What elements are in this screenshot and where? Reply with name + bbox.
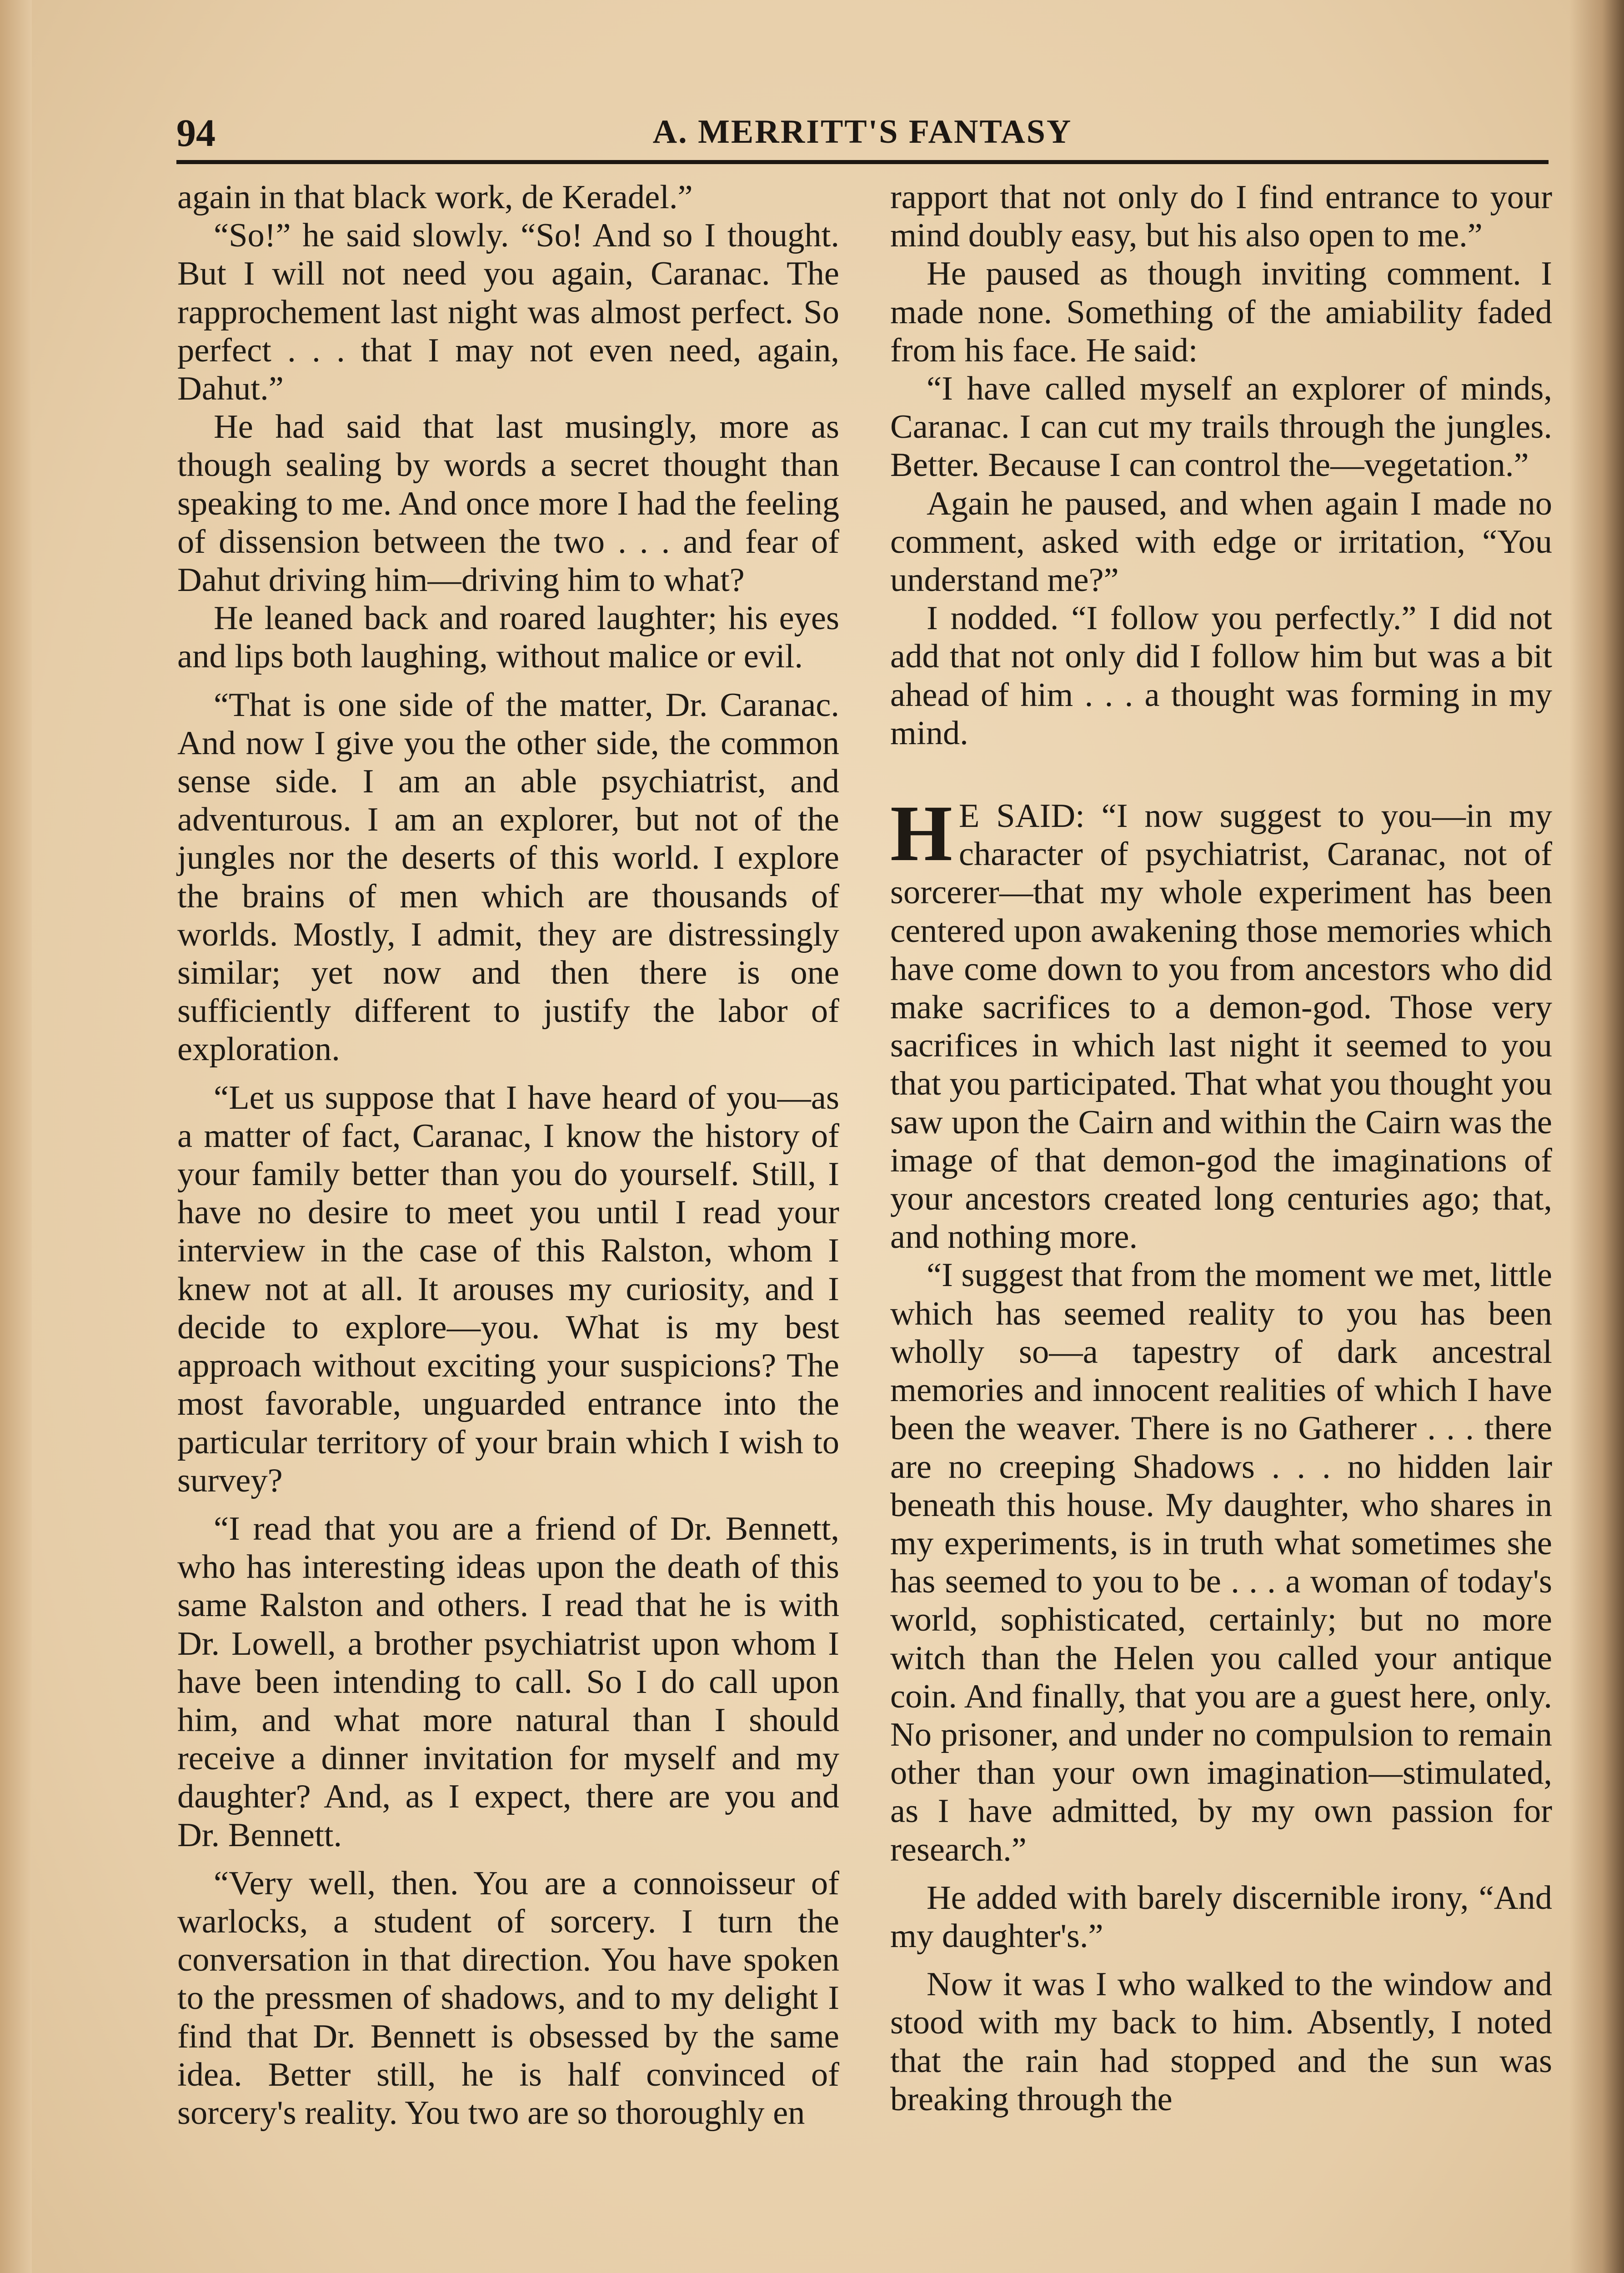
paragraph: “I read that you are a friend of Dr. Bennett, who has interesting ideas upon the death of this same Ralston and others. I read that he is with Dr. Lowell, a brother psychiatrist upon whom I have been intending to call. So I do call upon him, and what more natural than I should receive a dinner invitation for myself and my daughter? And, as I expect, there are you and Dr. Bennett. [177,1510,839,1854]
page-header [176,108,1549,158]
paragraph: He added with barely discernible irony, “And my daughter's.” [890,1879,1552,1955]
paragraph: He leaned back and roared laughter; his eyes and lips both laughing, without malice or evil. [177,600,839,676]
paragraph: “I have called myself an explorer of minds, Caranac. I can cut my trails through the jungles. Better. Because I can control the—vegetation.” [890,370,1552,484]
page-number: 94 [176,111,216,155]
paragraph: Again he paused, and when again I made no comment, asked with edge or irritation, “You understand me?” [890,485,1552,599]
page-edge-right [1569,0,1624,2273]
drop-cap: H [890,789,952,878]
paragraph: Now it was I who walked to the window and stood with my back to him. Absently, I noted that the rain had stopped and the sun was breaking through the [890,1966,1552,2118]
section-start-text: E SAID: “I now suggest to you—in my character of psychiatrist, Caranac, not of sorcerer—that my whole experiment has been centered upon awakening those memories which have come down to you from ancestors who did make sacrifices to a demon-god. Those very sacrifices in which last night it seemed to you that you participated. That what you thought you saw upon the Cairn and within the Cairn was the image of that demon-god the imaginations of your ancestors created long centuries ago; that, and nothing more. [890,797,1552,1256]
paragraph: I nodded. “I follow you perfectly.” I did not add that not only did I follow him but was a bit ahead of him . . . a thought was forming in my mind. [890,600,1552,752]
paragraph: “So!” he said slowly. “So! And so I thought. But I will not need you again, Caranac. The rapprochement last night was almost perfect. So perfect . . . that I may not even need, again, Dahut.” [177,217,839,408]
running-title: A. MERRITT'S FANTASY [652,113,1073,150]
paragraph: “Very well, then. You are a connoisseur of warlocks, a student of sorcery. I turn the conversation in that direction. You have spoken to the pressmen of shadows, and to my delight I find that Dr. Bennett is obsessed by the same idea. Better still, he is half convinced of sorcery's reality. You two are so thoroughly en [177,1864,839,2132]
paragraph: “Let us suppose that I have heard of you—as a matter of fact, Caranac, I know the history of your family better than you do yourself. Still, I have no desire to meet you until I read your interview in the case of this Ralston, whom I knew not at all. It arouses my curiosity, and I decide to explore—you. What is my best approach without exciting your suspicions? The most favorable, unguarded entrance into the particular territory of your brain which I wish to survey? [177,1079,839,1499]
right-column [890,178,1552,2118]
paragraph: again in that black work, de Keradel.” [177,179,693,216]
paragraph: He had said that last musingly, more as though sealing by words a secret thought than speaking to me. And once more I had the feeling of dissension between the two . . . and fear of Dahut driving him—driving him to what? [177,408,839,599]
left-column [177,178,839,2132]
paragraph: rapport that not only do I find entrance to your mind doubly easy, but his also open to me.” [890,179,1552,255]
paragraph: “That is one side of the matter, Dr. Caranac. And now I give you the other side, the common sense side. I am an able psychiatrist, and adventurous. I am an explorer, but not of the jungles nor the deserts of this world. I explore the brains of men which are thousands of worlds. Mostly, I admit, they are distressingly similar; yet now and then there is one sufficiently different to justify the labor of exploration. [177,686,839,1068]
header-rule [176,160,1549,164]
paragraph: He paused as though inviting comment. I made none. Something of the amiability faded from his face. He said: [890,255,1552,369]
paragraph: “I suggest that from the moment we met, little which has seemed reality to you has been wholly so—a tapestry of dark ancestral memories and innocent realities of which I have been the weaver. There is no Gatherer . . . there are no creeping Shadows . . . no hidden lair beneath this house. My daughter, who shares in my experiments, is in truth what sometimes she has seemed to you to be . . . a woman of today's world, sophisticated, certainly; but no more witch than the Helen you called your antique coin. And finally, that you are a guest here, only. No prisoner, and under no compulsion to remain other than your own imagination—stimulated, as I have admitted, by my own passion for research.” [890,1257,1552,1868]
section-start-paragraph [890,789,1552,1256]
page-edge-left [0,0,32,2273]
